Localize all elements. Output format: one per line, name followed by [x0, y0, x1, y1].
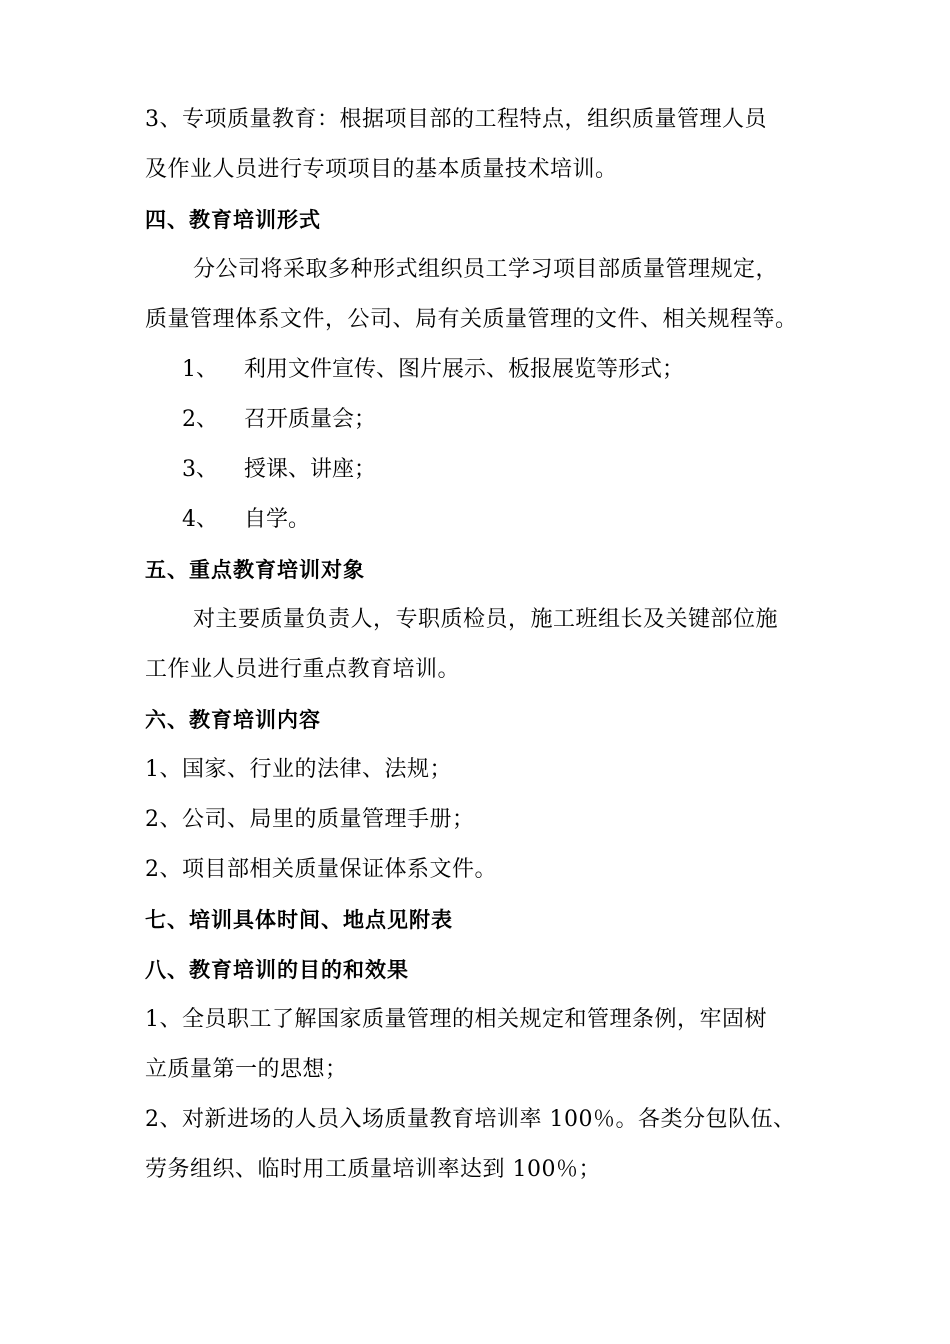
paragraph-line: 工作业人员进行重点教育培训。	[145, 657, 461, 682]
section-heading-8: 八、教育培训的目的和效果	[145, 958, 409, 982]
list-item	[182, 505, 310, 535]
list-number: 3、	[182, 457, 218, 482]
list-number: 1、	[182, 357, 218, 382]
content-item: 2、项目部相关质量保证体系文件。	[145, 857, 497, 882]
list-text: 召开质量会；	[244, 407, 377, 432]
paragraph-line: 质量管理体系文件，公司、局有关质量管理的文件、相关规程等。	[145, 307, 798, 332]
paragraph-line: 劳务组织、临时用工质量培训率达到 100％；	[145, 1157, 601, 1182]
paragraph-line: 2、对新进场的人员入场质量教育培训率 100％。各类分包队伍、	[145, 1107, 796, 1132]
list-text: 自学。	[244, 507, 311, 532]
content-item: 1、国家、行业的法律、法规；	[145, 757, 452, 782]
paragraph-line: 3、专项质量教育：根据项目部的工程特点，组织质量管理人员	[145, 107, 767, 132]
list-item	[182, 405, 376, 435]
list-text: 利用文件宣传、图片展示、板报展览等形式；	[244, 357, 685, 382]
list-number: 2、	[182, 407, 218, 432]
section-heading-7: 七、培训具体时间、地点见附表	[145, 908, 453, 932]
list-number: 4、	[182, 507, 218, 532]
content-item: 2、公司、局里的质量管理手册；	[145, 807, 475, 832]
section-heading-4: 四、教育培训形式	[145, 208, 321, 232]
paragraph-line: 对主要质量负责人，专职质检员，施工班组长及关键部位施	[193, 607, 779, 632]
paragraph-line: 及作业人员进行专项项目的基本质量技术培训。	[145, 157, 618, 182]
paragraph-line: 1、全员职工了解国家质量管理的相关规定和管理条例，牢固树	[145, 1007, 767, 1032]
list-text: 授课、讲座；	[244, 457, 377, 482]
paragraph-line: 立质量第一的思想；	[145, 1057, 348, 1082]
section-heading-5: 五、重点教育培训对象	[145, 558, 365, 582]
paragraph-line: 分公司将采取多种形式组织员工学习项目部质量管理规定，	[193, 257, 779, 282]
list-item	[182, 455, 376, 485]
list-item	[182, 355, 684, 385]
section-heading-6: 六、教育培训内容	[145, 708, 321, 732]
